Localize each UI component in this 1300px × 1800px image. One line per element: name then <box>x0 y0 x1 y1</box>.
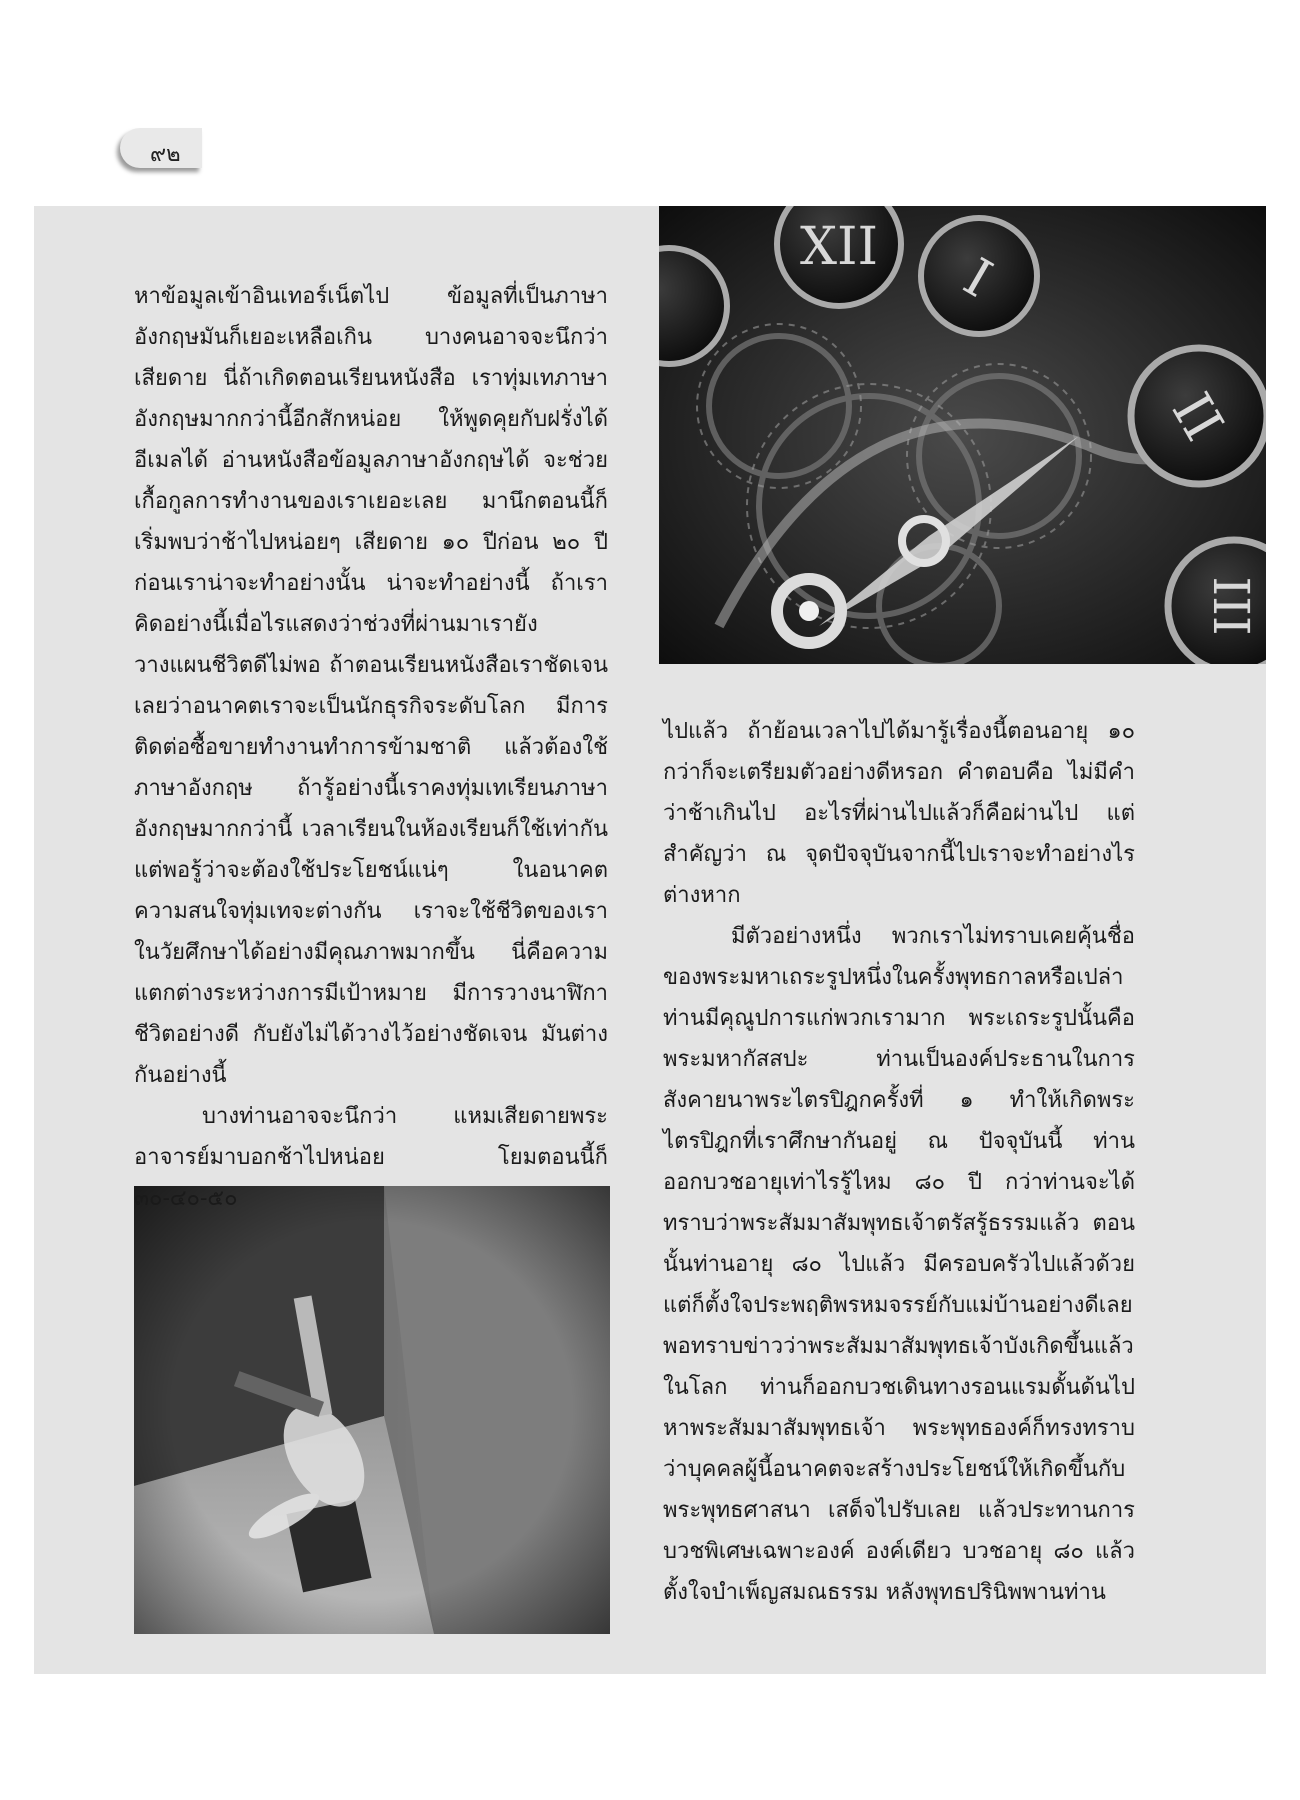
right-text-column <box>663 711 1135 1613</box>
numeral-xii: XII <box>799 217 879 277</box>
numeral-disc-i <box>921 218 1037 334</box>
paragraph: หาข้อมูลเข้าอินเทอร์เน็ตไป ข้อมูลที่เป็นภาษาอังกฤษมันก็เยอะเหลือเกิน บางคนอาจจะนึกว่าเสียดาย นี่ถ้าเกิดตอนเรียนหนังสือ เราทุ่มเทภาษาอังกฤษมากกว่านี้อีกสักหน่อย ให้พูดคุยกับฝรั่งได้ อีเมลได้ อ่านหนังสือข้อมูลภาษาอังกฤษได้ จะช่วยเกื้อกูลการทำงานของเราเยอะเลย มานึกตอนนี้ก็เริ่มพบว่าช้าไปหน่อยๆ เสียดาย ๑๐ ปีก่อน ๒๐ ปีก่อนเราน่าจะทำอย่างนั้น น่าจะทำอย่างนี้ ถ้าเราคิดอย่างนี้เมื่อไรแสดงว่าช่วงที่ผ่านมาเรายังวางแผนชีวิตดีไม่พอ ถ้าตอนเรียนหนังสือเราชัดเจนเลยว่าอนาคตเราจะเป็นนักธุรกิจระดับโลก มีการติดต่อซื้อขายทำงานทำการข้ามชาติ แล้วต้องใช้ภาษาอังกฤษ ถ้ารู้อย่างนี้เราคงทุ่มเทเรียนภาษาอังกฤษมากกว่านี้ เวลาเรียนในห้องเรียนก็ใช้เท่ากัน แต่พอรู้ว่าจะต้องใช้ประโยชน์แน่ๆ ในอนาคต ความสนใจทุ่มเทจะต่างกัน เราจะใช้ชีวิตของเราในวัยศึกษาได้อย่างมีคุณภาพมากขึ้น นี่คือความแตกต่างระหว่างการมีเป้าหมาย มีการวางนาฬิกาชีวิตอย่างดี กับยังไม่ได้วางไว้อย่างชัดเจน มันต่างกันอย่างนี้ <box>134 284 608 1088</box>
paragraph: บางท่านอาจจะนึกว่า แหมเสียดายพระอาจารย์มาบอกช้าไปหน่อย โยมตอนนี้ก็ ๓๐-๔๐-๕๐ <box>134 1104 608 1211</box>
falling-man-photo <box>134 1186 610 1634</box>
numeral-i: I <box>953 247 1002 310</box>
numeral-disc-ii <box>1131 348 1266 484</box>
paragraph: ไปแล้ว ถ้าย้อนเวลาไปได้มารู้เรื่องนี้ตอนอายุ ๑๐ กว่าก็จะเตรียมตัวอย่างดีหรอก คำตอบคือ ไม่มีคำว่าช้าเกินไป อะไรที่ผ่านไปแล้วก็คือผ่านไป แต่สำคัญว่า ณ จุดปัจจุบันจากนี้ไปเราจะทำอย่างไรต่างหาก <box>663 719 1135 908</box>
page-number: ๙๒ <box>150 142 181 167</box>
numeral-disc-xii <box>777 206 901 306</box>
numeral-ii: II <box>1159 382 1236 451</box>
clock-mechanism-photo <box>659 206 1266 664</box>
numeral-iii: III <box>1202 576 1260 636</box>
paragraph: มีตัวอย่างหนึ่ง พวกเราไม่ทราบเคยคุ้นชื่อของพระมหาเถระรูปหนึ่งในครั้งพุทธกาลหรือเปล่า ท่านมีคุณูปการแก่พวกเรามาก พระเถระรูปนั้นคือพระมหากัสสปะ ท่านเป็นองค์ประธานในการสังคายนาพระไตรปิฎกครั้งที่ ๑ ทำให้เกิดพระไตรปิฎกที่เราศึกษากันอยู่ ณ ปัจจุบันนี้ ท่านออกบวชอายุเท่าไรรู้ไหม ๘๐ ปี กว่าท่านจะได้ทราบว่าพระสัมมาสัมพุทธเจ้าตรัสรู้ธรรมแล้ว ตอนนั้นท่านอายุ ๘๐ ไปแล้ว มีครอบครัวไปแล้วด้วย แต่ก็ตั้งใจประพฤติพรหมจรรย์กับแม่บ้านอย่างดีเลย พอทราบข่าวว่าพระสัมมาสัมพุทธเจ้าบังเกิดขึ้นแล้วในโลก ท่านก็ออกบวชเดินทางรอนแรมดั้นด้นไปหาพระสัมมาสัมพุทธเจ้า พระพุทธองค์ก็ทรงทราบว่าบุคคลผู้นี้อนาคตจะสร้างประโยชน์ให้เกิดขึ้นกับพระพุทธศาสนา เสด็จไปรับเลย แล้วประทานการบวชพิเศษเฉพาะองค์ องค์เดียว บวชอายุ ๘๐ แล้ว ตั้งใจบำเพ็ญสมณธรรม หลังพุทธปรินิพพานท่าน <box>663 924 1135 1605</box>
left-text-column <box>134 276 608 1219</box>
